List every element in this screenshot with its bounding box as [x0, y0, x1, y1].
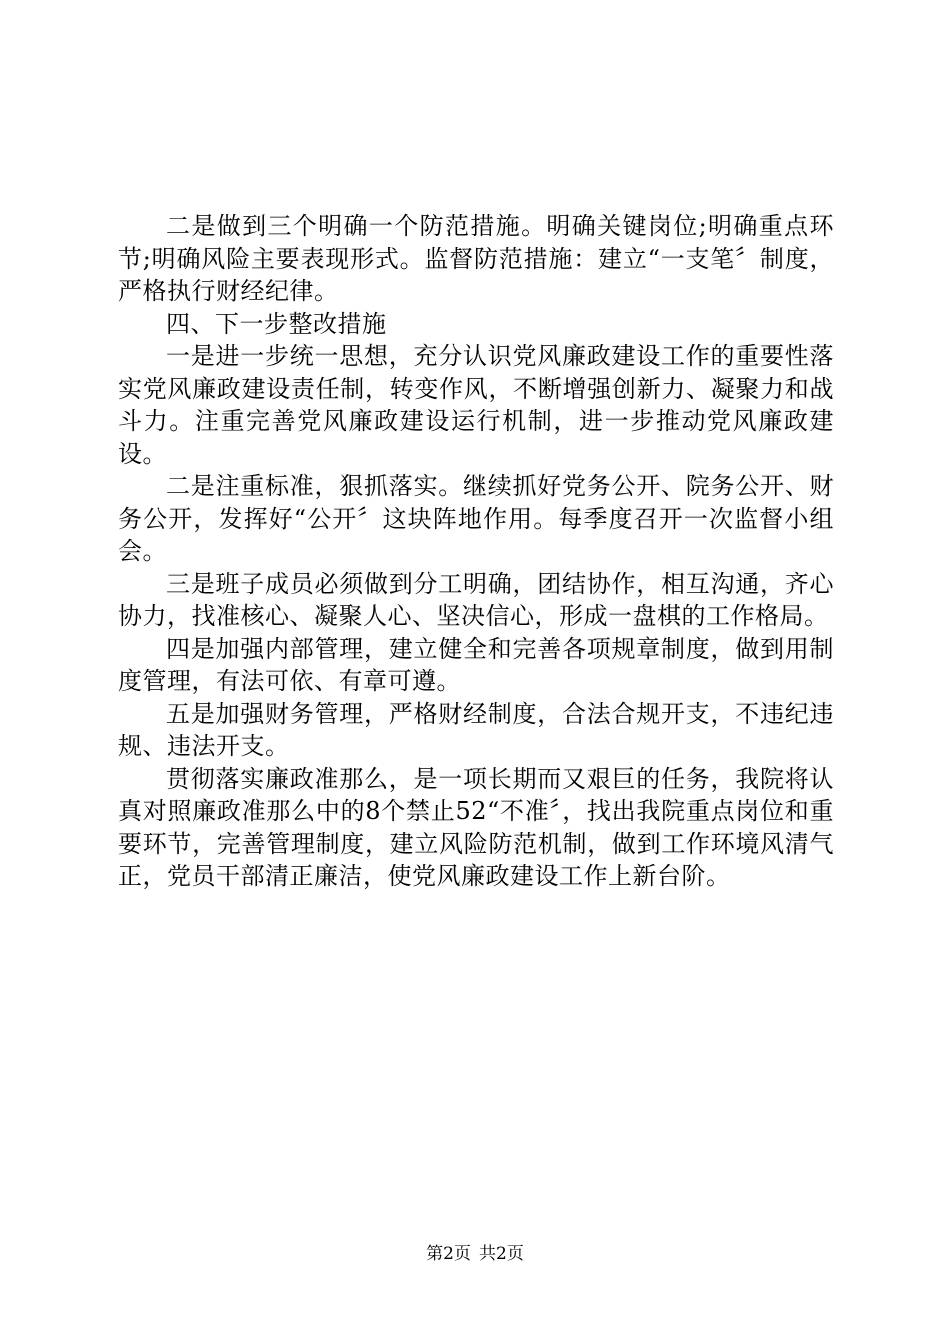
paragraph-unify-thinking: 一是进一步统一思想，充分认识党风廉政建设工作的重要性落实党风廉政建设责任制，转变作风，不断增强创新力、凝聚力和战斗力。注重完善党风廉政建设运行机制，进一步推动党风廉政建设。 [118, 342, 834, 468]
paragraph-financial-management: 五是加强财务管理，严格财经制度，合法合规开支，不违纪违规、违法开支。 [118, 699, 834, 760]
paragraph-three-clarities: 二是做到三个明确一个防范措施。明确关键岗位;明确重点环节;明确风险主要表现形式。监督防范措施：建立“一支笔〞制度，严格执行财经纪律。 [118, 212, 834, 305]
paragraph-internal-management: 四是加强内部管理，建立健全和完善各项规章制度，做到用制度管理，有法可依、有章可遵。 [118, 634, 834, 695]
paragraph-team-members: 三是班子成员必须做到分工明确，团结协作，相互沟通，齐心协力，找准核心、凝聚人心、坚决信心，形成一盘棋的工作格局。 [118, 569, 834, 630]
page-number: 第2页 [426, 1244, 471, 1264]
paragraph-conclusion: 贯彻落实廉政准那么，是一项长期而又艰巨的任务，我院将认真对照廉政准那么中的8个禁止52“不准〞，找出我院重点岗位和重要环节，完善管理制度，建立风险防范机制，做到工作环境风清气正，党员干部清正廉洁，使党风廉政建设工作上新台阶。 [118, 764, 834, 890]
page-total: 共2页 [479, 1244, 524, 1264]
document-body [118, 210, 834, 893]
page-footer [0, 1243, 950, 1265]
section-heading-next-steps: 四、下一步整改措施 [166, 309, 387, 338]
paragraph-standards: 二是注重标准，狠抓落实。继续抓好党务公开、院务公开、财务公开，发挥好“公开〞这块阵地作用。每季度召开一次监督小组会。 [118, 472, 834, 565]
